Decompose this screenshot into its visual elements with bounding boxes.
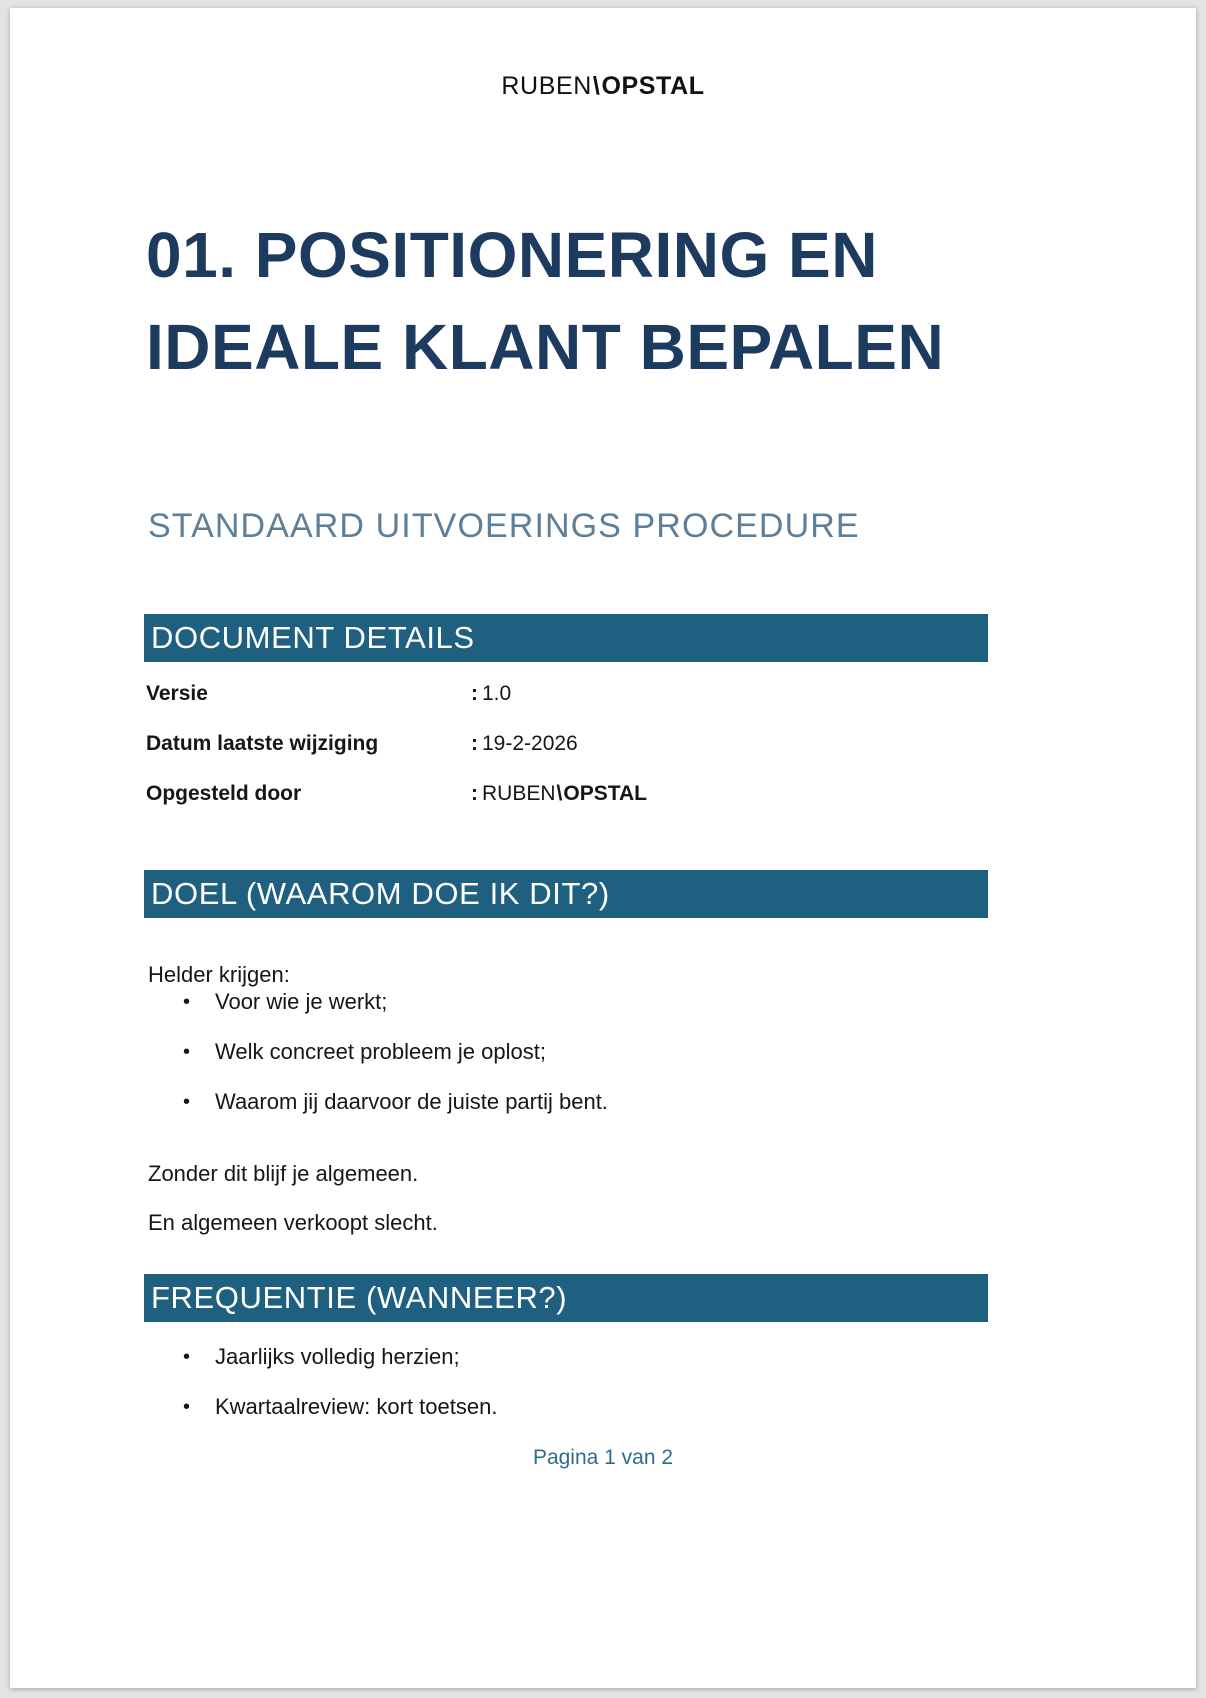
brand-header: [10, 72, 1196, 101]
document-content: [10, 8, 1196, 1688]
table-row: [146, 732, 846, 782]
list-item-label: Voor wie je werkt;: [215, 989, 388, 1014]
meta-value-author-bold: OPSTAL: [563, 782, 647, 805]
list-item: [148, 987, 968, 1037]
frequentie-bullet-list: [148, 1342, 968, 1442]
list-item-label: Welk concreet probleem je oplost;: [215, 1039, 546, 1064]
doel-bullet-list: [148, 987, 968, 1137]
meta-colon: :: [471, 782, 478, 805]
meta-label-datum-laatste-wijziging: Datum laatste wijziging: [146, 732, 379, 755]
page-title: 01. POSITIONERING EN IDEALE KLANT BEPALEN: [146, 218, 945, 383]
list-item-label: Kwartaalreview: kort toetsen.: [215, 1394, 498, 1419]
list-item-label: Waarom jij daarvoor de juiste partij bent.: [215, 1089, 608, 1114]
section-heading-doel: DOEL (WAAROM DOE IK DIT?): [144, 870, 988, 918]
bullet-point-icon: •: [183, 1346, 191, 1368]
meta-value-text: 19-2-2026: [482, 732, 578, 755]
bullet-point-icon: •: [183, 1091, 191, 1113]
list-item: [148, 1037, 968, 1087]
bullet-point-icon: •: [183, 1396, 191, 1418]
doel-outro-text-2: En algemeen verkoopt slecht.: [148, 1210, 438, 1235]
meta-colon: :: [471, 682, 478, 705]
doel-outro-text-1: Zonder dit blijf je algemeen.: [148, 1161, 419, 1186]
document-details-table: [146, 682, 846, 832]
brand-name-bold: OPSTAL: [601, 72, 705, 100]
meta-value-author-light: RUBEN: [482, 782, 556, 805]
section-heading-frequentie: FREQUENTIE (WANNEER?): [144, 1274, 988, 1322]
list-item: [148, 1392, 968, 1442]
meta-value-datum-laatste-wijziging: [471, 732, 578, 756]
table-row: [146, 782, 846, 832]
bullet-point-icon: •: [183, 991, 191, 1013]
section-heading-document-details: DOCUMENT DETAILS: [144, 614, 988, 662]
meta-label-versie: Versie: [146, 682, 208, 705]
page-number-footer: Pagina 1 van 2: [532, 1446, 674, 1469]
meta-value-text: 1.0: [482, 682, 512, 705]
bullet-point-icon: •: [183, 1041, 191, 1063]
meta-label-opgesteld-door: Opgesteld door: [146, 782, 302, 805]
list-item-label: Jaarlijks volledig herzien;: [215, 1344, 460, 1369]
list-item: [148, 1087, 968, 1137]
doel-intro-text: Helder krijgen:: [148, 962, 290, 987]
meta-value-opgesteld-door: [471, 782, 647, 806]
page-subtitle: STANDAARD UITVOERINGS PROCEDURE: [148, 507, 860, 546]
meta-value-versie: [471, 682, 511, 706]
meta-value-separator-icon: \: [556, 782, 563, 805]
document-page: [10, 8, 1196, 1688]
list-item: [148, 1342, 968, 1392]
brand-name-light: RUBEN: [501, 72, 592, 100]
meta-colon: :: [471, 732, 478, 755]
table-row: [146, 682, 846, 732]
brand-separator-icon: \: [592, 72, 601, 100]
